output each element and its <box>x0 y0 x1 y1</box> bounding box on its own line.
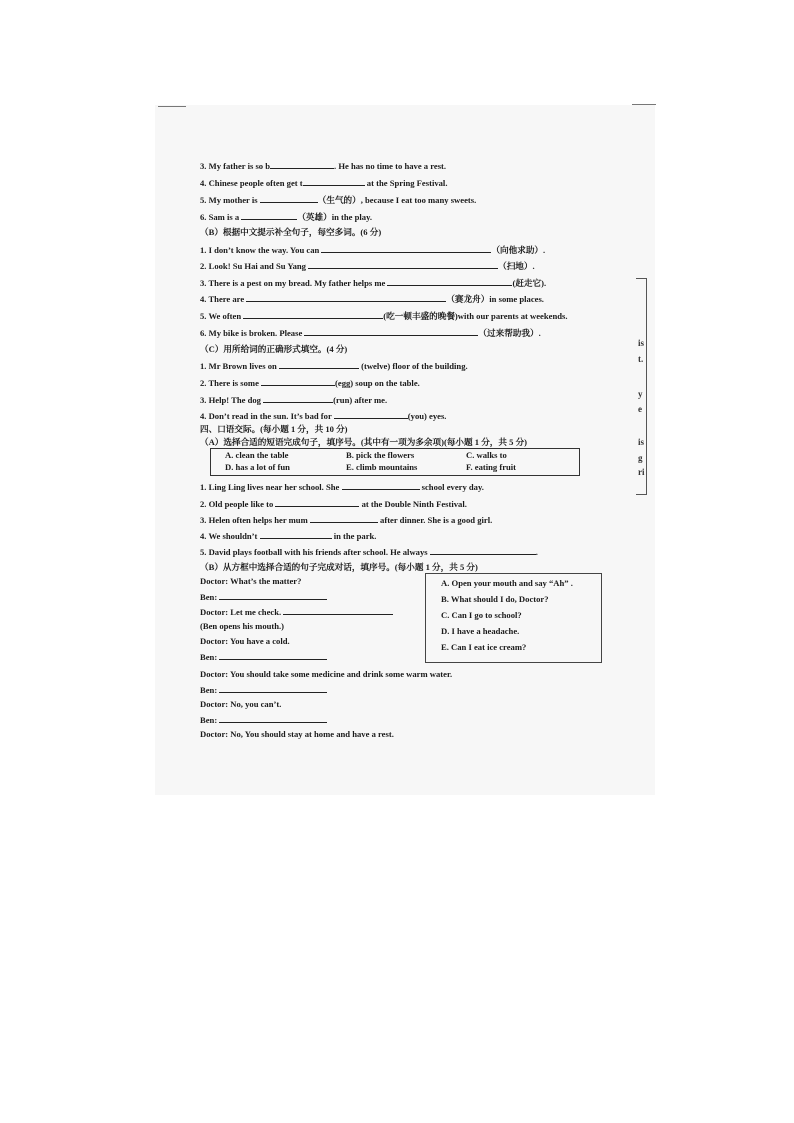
section-heading: （C）用所给词的正确形式填空。(4 分) <box>200 344 348 354</box>
option-item: E. climb mountains <box>346 462 418 472</box>
section-heading: 四、口语交际。(每小题 1 分，共 10 分) <box>200 424 348 434</box>
side-mark: g <box>638 453 643 463</box>
dialog-line: Ben: <box>200 713 327 726</box>
answer-blank[interactable] <box>283 605 393 615</box>
question-line: 4. There are （赛龙舟）in some places. <box>200 294 544 304</box>
side-mark: is <box>638 338 645 348</box>
side-mark: is <box>638 437 645 447</box>
question-line: 5. David plays football with his friends after school. He always . <box>200 547 538 557</box>
question-line: 2. There is some (egg) soup on the table. <box>200 378 420 388</box>
question-line: 4. Chinese people often get t at the Spring Festival. <box>200 178 448 188</box>
dialog-line: (Ben opens his mouth.) <box>200 621 285 631</box>
side-mark: ri <box>638 467 645 477</box>
sentence-options-box <box>425 573 602 663</box>
question-line: 4. Don’t read in the sun. It’s bad for (you) eyes. <box>200 411 447 421</box>
answer-blank[interactable] <box>270 159 334 169</box>
section-subheading: （B）从方框中选择合适的句子完成对话，填序号。(每小题 1 分，共 5 分) <box>200 562 478 572</box>
answer-blank[interactable] <box>342 480 420 490</box>
question-line: 5. We often (吃一顿丰盛的晚餐)with our parents at weekends. <box>200 311 568 321</box>
option-item: A. clean the table <box>225 450 289 460</box>
section-heading: （B）根据中文提示补全句子，每空多词。(6 分) <box>200 227 382 237</box>
answer-blank[interactable] <box>260 529 332 539</box>
dialog-line: Doctor: You have a cold. <box>200 636 290 646</box>
option-item: B. What should I do, Doctor? <box>441 594 549 604</box>
question-line: 1. Ling Ling lives near her school. She school every day. <box>200 482 484 492</box>
option-item: C. Can I go to school? <box>441 610 522 620</box>
dialog-line: Doctor: What’s the matter? <box>200 576 302 586</box>
answer-blank[interactable] <box>430 545 536 555</box>
question-line: 2. Look! Su Hai and Su Yang （扫地）. <box>200 261 535 271</box>
dialog-line: Ben: <box>200 650 327 663</box>
answer-blank[interactable] <box>304 326 478 336</box>
option-item: D. has a lot of fun <box>225 462 290 472</box>
answer-blank[interactable] <box>219 650 327 660</box>
side-mark: y <box>638 389 643 399</box>
page-edge <box>632 104 656 105</box>
page-edge <box>158 106 186 107</box>
answer-blank[interactable] <box>219 590 327 600</box>
answer-blank[interactable] <box>219 683 327 693</box>
question-line: 1. I don’t know the way. You can （向他求助）. <box>200 245 546 255</box>
answer-blank[interactable] <box>279 359 359 369</box>
answer-blank[interactable] <box>243 309 383 319</box>
section-subheading: （A）选择合适的短语完成句子，填序号。(其中有一项为多余项)(每小题 1 分，共 5 分) <box>200 437 528 447</box>
answer-blank[interactable] <box>334 409 408 419</box>
answer-blank[interactable] <box>310 513 378 523</box>
phrase-options-box <box>210 448 580 476</box>
dialog-line: Doctor: No, You should stay at home and have a rest. <box>200 729 394 739</box>
dialog-line: Ben: <box>200 590 327 603</box>
question-line: 6. My bike is broken. Please （过来帮助我）. <box>200 328 541 338</box>
answer-blank[interactable] <box>261 376 335 386</box>
dialog-line: Doctor: No, you can’t. <box>200 699 282 709</box>
answer-blank[interactable] <box>246 292 446 302</box>
option-item: F. eating fruit <box>466 462 517 472</box>
question-line: 3. Helen often helps her mum after dinner. She is a good girl. <box>200 515 493 525</box>
dialog-line: Ben: <box>200 683 327 696</box>
answer-blank[interactable] <box>275 497 359 507</box>
question-line: 3. There is a pest on my bread. My father helps me (赶走它). <box>200 278 547 288</box>
question-line: 2. Old people like to at the Double Ninth Festival. <box>200 499 467 509</box>
option-item: A. Open your mouth and say “Ah” . <box>441 578 573 588</box>
side-mark: e <box>638 404 642 414</box>
question-line: 4. We shouldn’t in the park. <box>200 531 377 541</box>
answer-blank[interactable] <box>260 193 318 203</box>
answer-blank[interactable] <box>263 393 333 403</box>
question-line: 1. Mr Brown lives on (twelve) floor of the building. <box>200 361 468 371</box>
question-line: 3. Help! The dog (run) after me. <box>200 395 388 405</box>
question-line: 6. Sam is a （英雄）in the play. <box>200 212 373 222</box>
question-line: 3. My father is so b . He has no time to have a rest. <box>200 161 447 171</box>
answer-blank[interactable] <box>241 210 297 220</box>
side-mark: t. <box>638 354 644 364</box>
answer-blank[interactable] <box>303 176 365 186</box>
answer-blank[interactable] <box>219 713 327 723</box>
dialog-line: Doctor: You should take some medicine and drink some warm water. <box>200 669 453 679</box>
option-item: E. Can I eat ice cream? <box>441 642 527 652</box>
option-item: B. pick the flowers <box>346 450 415 460</box>
answer-blank[interactable] <box>321 243 491 253</box>
answer-blank[interactable] <box>308 259 498 269</box>
question-line: 5. My mother is （生气的）, because I eat too many sweets. <box>200 195 477 205</box>
option-item: D. I have a headache. <box>441 626 520 636</box>
dialog-line: Doctor: Let me check. <box>200 605 393 618</box>
answer-blank[interactable] <box>387 276 512 286</box>
option-item: C. walks to <box>466 450 507 460</box>
